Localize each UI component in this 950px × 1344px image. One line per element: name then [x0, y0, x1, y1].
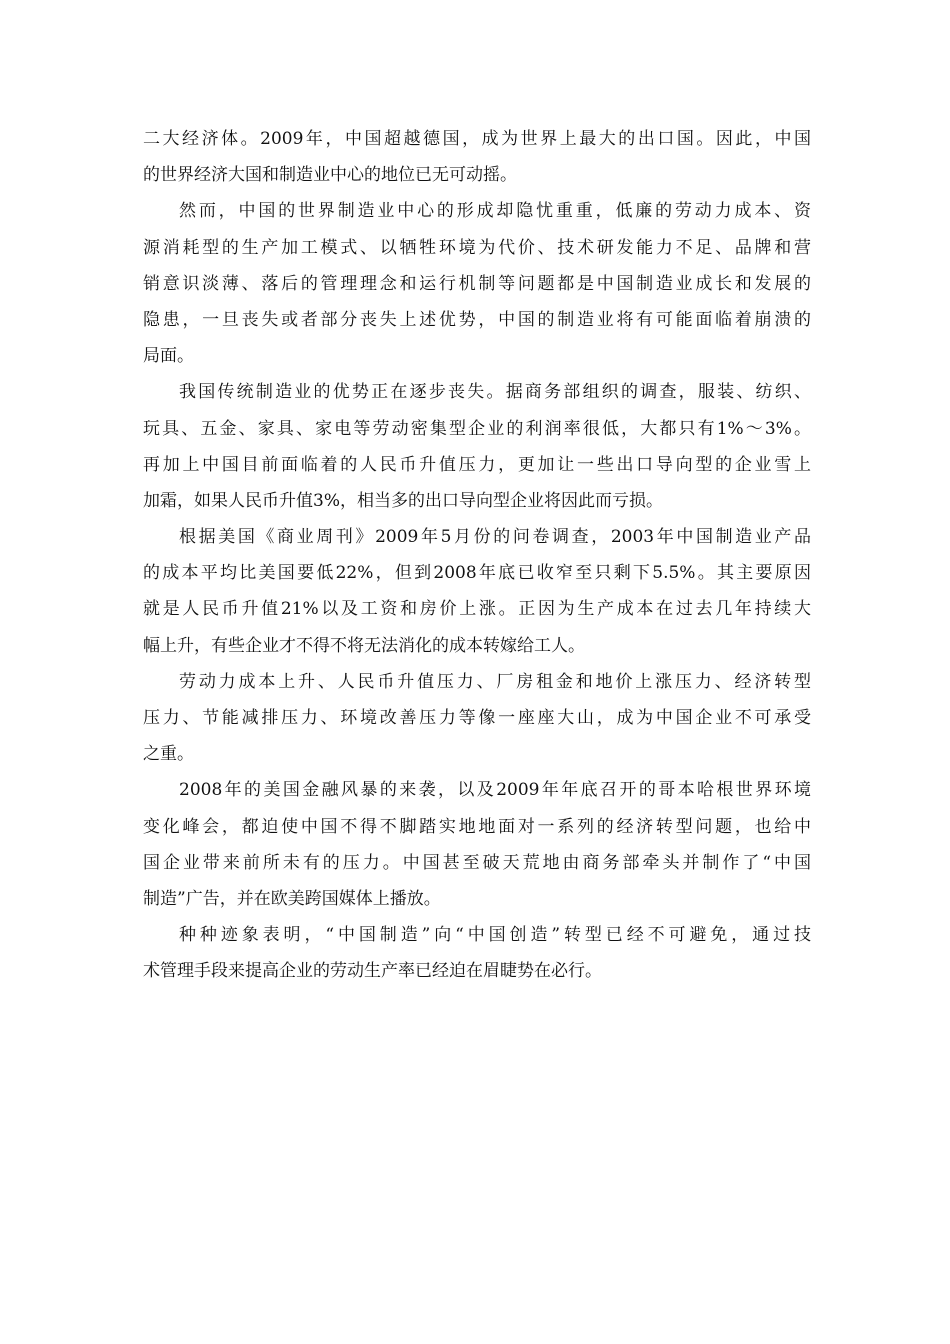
text-line: 销意识淡薄、落后的管理理念和运行机制等问题都是中国制造业成长和发展的	[143, 273, 811, 294]
paragraph-6	[143, 772, 811, 917]
text-line: 压力、节能减排压力、环境改善压力等像一座座大山，成为中国企业不可承受	[143, 708, 811, 728]
text-line: 二大经济体。2009年，中国超越德国，成为世界上最大的出口国。因此，中国	[143, 129, 811, 149]
document-body	[143, 121, 811, 990]
text-line: 源消耗型的生产加工模式、以牺牲环境为代价、技术研发能力不足、品牌和营	[143, 237, 811, 258]
text-line: 制造”广告，并在欧美跨国媒体上播放。	[143, 888, 441, 909]
paragraph-3	[143, 374, 811, 519]
text-line: 术管理手段来提高企业的劳动生产率已经迫在眉睫势在必行。	[143, 961, 602, 982]
text-line: 之重。	[143, 744, 194, 765]
text-line: 的成本平均比美国要低22%，但到2008年底已收窄至只剩下5.5%。其主要原因	[143, 563, 811, 584]
paragraph-1	[143, 121, 811, 193]
text-line: 我国传统制造业的优势正在逐步丧失。据商务部组织的调查，服装、纺织、	[179, 382, 811, 403]
paragraph-2	[143, 193, 811, 374]
paragraph-7	[143, 917, 811, 989]
paragraph-5	[143, 664, 811, 773]
text-line: 然而，中国的世界制造业中心的形成却隐忧重重，低廉的劳动力成本、资	[179, 201, 811, 222]
text-line: 就是人民币升值21%以及工资和房价上涨。正因为生产成本在过去几年持续大	[143, 599, 811, 620]
paragraph-4	[143, 519, 811, 664]
text-line: 劳动力成本上升、人民币升值压力、厂房租金和地价上涨压力、经济转型	[179, 671, 811, 692]
text-line: 幅上升，有些企业才不得不将无法消化的成本转嫁给工人。	[143, 635, 585, 656]
text-line: 的世界经济大国和制造业中心的地位已无可动摇。	[143, 165, 517, 186]
text-line: 局面。	[143, 346, 194, 367]
text-line: 加霜，如果人民币升值3%，相当多的出口导向型企业将因此而亏损。	[143, 490, 663, 511]
text-line: 2008年的美国金融风暴的来袭，以及2009年年底召开的哥本哈根世界环境	[179, 780, 811, 801]
text-line: 隐患，一旦丧失或者部分丧失上述优势，中国的制造业将有可能面临着崩溃的	[143, 309, 811, 330]
text-line: 国企业带来前所未有的压力。中国甚至破天荒地由商务部牵头并制作了“中国	[143, 852, 811, 873]
text-line: 变化峰会，都迫使中国不得不脚踏实地地面对一系列的经济转型问题，也给中	[143, 816, 811, 837]
text-line: 玩具、五金、家具、家电等劳动密集型企业的利润率很低，大都只有1%～3%。	[143, 418, 811, 439]
text-line: 根据美国《商业周刊》2009年5月份的问卷调查，2003年中国制造业产品	[179, 527, 811, 548]
text-line: 再加上中国目前面临着的人民币升值压力，更加让一些出口导向型的企业雪上	[143, 454, 811, 475]
text-line: 种种迹象表明，“中国制造”向“中国创造”转型已经不可避免，通过技	[179, 925, 811, 946]
